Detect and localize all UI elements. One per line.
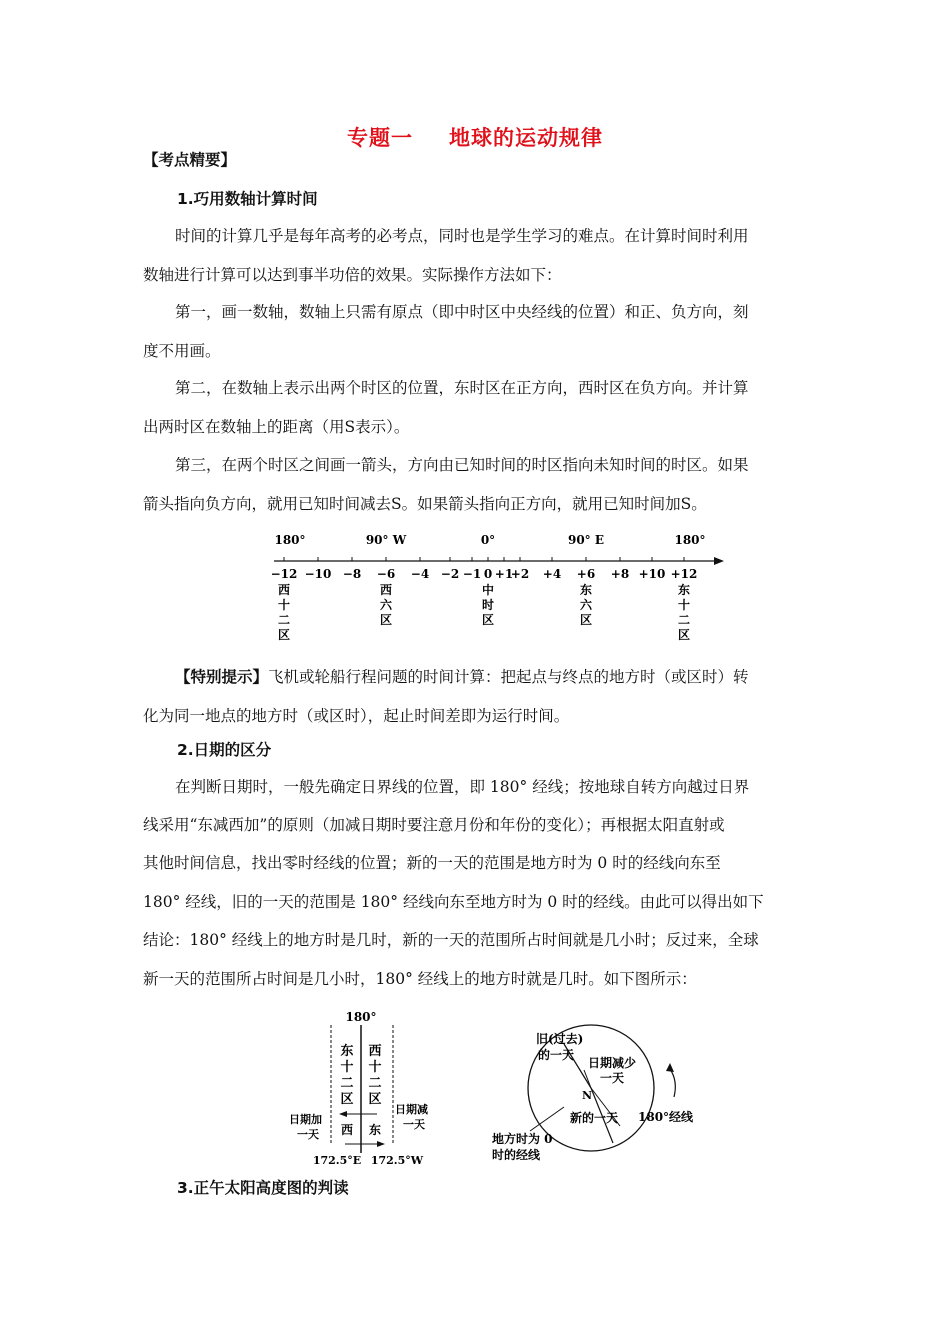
zone-label-char: 二 — [277, 613, 291, 627]
zone-label-char: 区 — [677, 628, 691, 642]
tick-label: −2 — [440, 567, 460, 581]
old-day-l1: 旧(过去) — [536, 1032, 584, 1046]
s2-l5: 结论：180° 经线上的地方时是几时，新的一天的范围所占时间就是几小时；反过来，全球 — [143, 931, 759, 949]
dateline-figure — [285, 1005, 465, 1167]
s2-heading: 2.日期的区分 — [177, 741, 272, 759]
zero-line-l1: 地方时为 0 — [492, 1132, 553, 1146]
west12-char-2: 二 — [368, 1076, 382, 1091]
west-label: 西 — [340, 1123, 354, 1137]
arrow-east-to-west-head — [339, 1111, 347, 1117]
s2-l4: 180° 经线，旧的一天的范围是 180° 经线向东至地方时为 0 时的经线。由此可以得出如下 — [143, 893, 764, 911]
s3-heading: 3.正午太阳高度图的判读 — [177, 1179, 349, 1197]
s1-p4-l1: 第三，在两个时区之间画一箭头，方向由已知时间的时区指向未知时间的时区。如果 — [175, 456, 749, 474]
zone-label-char: 西 — [379, 583, 393, 597]
lon-left-label: 172.5°E — [312, 1154, 362, 1167]
rotation-arrow — [670, 1069, 675, 1097]
sub-day-l1: 日期减 — [395, 1103, 428, 1116]
add-day-l1: 日期加 — [289, 1113, 322, 1126]
s1-p1-l1: 时间的计算几乎是每年高考的必考点，同时也是学生学习的难点。在计算时间时利用 — [175, 227, 749, 245]
west12-char-1: 十 — [368, 1060, 382, 1075]
zone-label-char: 六 — [579, 598, 593, 612]
s2-l6: 新一天的范围所占时间是几小时，180° 经线上的地方时就是几时。如下图所示： — [143, 970, 697, 988]
old-day-l2: 的一天 — [538, 1048, 575, 1062]
zone-label-char: 区 — [481, 613, 495, 627]
tick-label: 0 — [483, 567, 493, 581]
longitude-label: 90° E — [567, 533, 605, 547]
line180-label: 180°经线 — [638, 1110, 694, 1124]
tick-label: +4 — [542, 567, 562, 581]
s1-p1-l2: 数轴进行计算可以达到事半功倍的效果。实际操作方法如下： — [143, 266, 562, 284]
east12-char-2: 二 — [340, 1076, 354, 1091]
reduce-l2: 一天 — [600, 1071, 625, 1085]
reduce-l1: 日期减少 — [588, 1056, 637, 1070]
zone-label-char: 十 — [677, 598, 691, 612]
s1-p3-l1: 第二，在数轴上表示出两个时区的位置，东时区在正方向，西时区在负方向。并计算 — [175, 379, 749, 397]
zero-line-l2: 时的经线 — [492, 1148, 541, 1162]
lon-right-label: 172.5°W — [370, 1154, 424, 1167]
s1-p2-l1: 第一，画一数轴，数轴上只需有原点（即中时区中央经线的位置）和正、负方向，刻 — [175, 303, 749, 321]
s2-l2: 线采用“东减西加”的原则（加减日期时要注意月份和年份的变化）；再根据太阳直射或 — [143, 816, 725, 834]
longitude-label: 180° — [674, 533, 706, 547]
longitude-label: 180° — [274, 533, 306, 547]
time-zone-axis-figure — [262, 528, 732, 644]
east12-char-3: 区 — [340, 1092, 354, 1107]
tick-label: +6 — [576, 567, 596, 581]
zone-label-char: 时 — [481, 598, 495, 612]
s1-heading: 1.巧用数轴计算时间 — [177, 190, 318, 208]
tick-label: −10 — [304, 567, 332, 581]
tick-label: +8 — [610, 567, 630, 581]
zone-label-char: 东 — [579, 583, 593, 597]
zone-labels — [278, 582, 690, 642]
zone-label-char: 区 — [579, 613, 593, 627]
arrow-west-to-east-head — [377, 1141, 385, 1147]
tick-label: −12 — [270, 567, 298, 581]
zone-label-char: 区 — [277, 628, 291, 642]
tick-label: +1 — [494, 567, 514, 581]
zone-label-char: 东 — [677, 583, 691, 597]
dateline-top-label: 180° — [345, 1010, 377, 1024]
axis-arrowhead — [714, 557, 724, 565]
west12-char-3: 区 — [368, 1092, 382, 1107]
longitude-label: 0° — [480, 533, 496, 547]
tip-l1 — [175, 667, 749, 687]
tick-labels — [271, 567, 698, 581]
east12-char-1: 十 — [340, 1060, 354, 1075]
east-label: 东 — [368, 1123, 382, 1137]
new-day-circle-figure — [488, 1015, 708, 1167]
tick-label: −8 — [342, 567, 362, 581]
section-heading: 【考点精要】 — [143, 151, 237, 169]
s2-l3: 其他时间信息，找出零时经线的位置；新的一天的范围是地方时为 0 时的经线向东至 — [143, 854, 721, 872]
new-day-label: 新的一天 — [570, 1111, 619, 1125]
page-title: 专题一 地球的运动规律 — [347, 126, 603, 150]
zone-label-char: 六 — [379, 598, 393, 612]
east12-char-0: 东 — [340, 1044, 354, 1059]
pointer-zero-line — [530, 1107, 564, 1131]
s1-p3-l2: 出两时区在数轴上的距离（用S表示）。 — [143, 418, 410, 436]
tick-label: +10 — [638, 567, 666, 581]
longitude-label: 90° W — [365, 533, 407, 547]
tip-l2: 化为同一地点的地方时（或区时），起止时间差即为运行时间。 — [143, 707, 570, 725]
sub-day-l2: 一天 — [403, 1118, 425, 1131]
zone-label-char: 二 — [677, 613, 691, 627]
tick-label: +12 — [670, 567, 698, 581]
zone-label-char: 十 — [277, 598, 291, 612]
tip-text: 飞机或轮船行程问题的时间计算：把起点与终点的地方时（或区时）转 — [268, 668, 749, 686]
s1-p2-l2: 度不用画。 — [143, 342, 221, 360]
tick-label: +2 — [510, 567, 530, 581]
longitude-labels — [274, 533, 705, 547]
tip-label: 【特别提示】 — [175, 668, 269, 686]
zone-label-char: 区 — [379, 613, 393, 627]
add-day-l2: 一天 — [297, 1128, 319, 1141]
north-label: N — [582, 1089, 593, 1102]
rotation-arrowhead — [666, 1063, 674, 1072]
tick-label: −4 — [410, 567, 430, 581]
west12-char-0: 西 — [368, 1044, 382, 1059]
zone-label-char: 中 — [481, 583, 495, 597]
zone-label-char: 西 — [277, 583, 291, 597]
s1-p4-l2: 箭头指向负方向，就用已知时间减去S。如果箭头指向正方向，就用已知时间加S。 — [143, 495, 707, 513]
tick-label: −6 — [376, 567, 396, 581]
tick-label: −1 — [462, 567, 482, 581]
s2-l1: 在判断日期时，一般先确定日界线的位置，即 180° 经线；按地球自转方向越过日界 — [175, 778, 750, 796]
